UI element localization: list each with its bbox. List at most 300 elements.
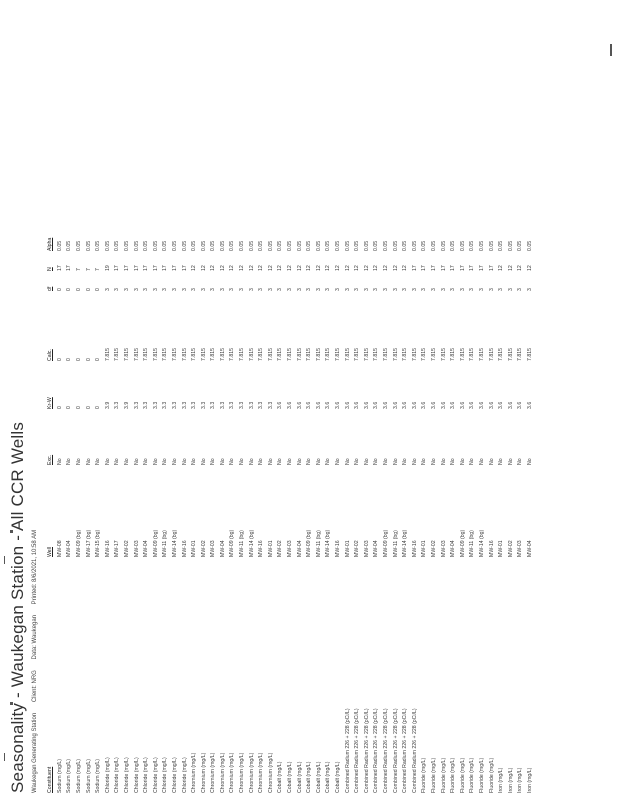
cell-df: 0 <box>75 288 82 291</box>
cell-exceeds: No <box>229 458 236 465</box>
cell-df: 3 <box>210 288 217 291</box>
cell-calc: 7.815 <box>478 348 485 361</box>
cell-calc: 7.815 <box>210 348 217 361</box>
cell-kruskal-wallis: 3.3 <box>219 401 226 409</box>
cell-exceeds: No <box>258 458 265 465</box>
cell-n: 19 <box>104 265 111 271</box>
cell-calc: 7.815 <box>344 348 351 361</box>
cell-df: 3 <box>287 288 294 291</box>
cell-constituent: Iron (mg/L) <box>526 767 533 793</box>
table-row <box>276 227 286 793</box>
cell-constituent: Chromium (mg/L) <box>267 752 274 793</box>
cell-well: MW-02 <box>123 540 130 557</box>
cell-df: 0 <box>56 288 63 291</box>
cell-df: 3 <box>325 288 332 291</box>
cell-constituent: Sodium (mg/L) <box>56 758 63 793</box>
cell-exceeds: No <box>210 458 217 465</box>
cell-df: 3 <box>488 288 495 291</box>
cell-df: 3 <box>373 288 380 291</box>
cell-kruskal-wallis: 3.6 <box>315 401 322 409</box>
cell-constituent: Chromium (mg/L) <box>229 752 236 793</box>
cell-exceeds: No <box>459 458 466 465</box>
table-row <box>478 227 488 793</box>
cell-df: 3 <box>450 288 457 291</box>
cell-constituent: Chromium (mg/L) <box>248 752 255 793</box>
cell-constituent: Sodium (mg/L) <box>85 758 92 793</box>
cell-kruskal-wallis: 3.6 <box>411 401 418 409</box>
cell-df: 3 <box>239 288 246 291</box>
cell-alpha: 0.05 <box>306 240 313 251</box>
cell-constituent: Chloride (mg/L) <box>171 757 178 793</box>
cell-n: 12 <box>373 265 380 271</box>
table-row <box>152 227 162 793</box>
cell-alpha: 0.05 <box>95 240 102 251</box>
cell-kruskal-wallis: 3.6 <box>526 401 533 409</box>
cell-alpha: 0.05 <box>114 240 121 251</box>
cell-kruskal-wallis: 3.3 <box>162 401 169 409</box>
cell-kruskal-wallis: 3.3 <box>152 401 159 409</box>
cell-calc: 7.815 <box>277 348 284 361</box>
cell-df: 3 <box>507 288 514 291</box>
cell-exceeds: No <box>152 458 159 465</box>
cell-well: MW-02 <box>200 540 207 557</box>
cell-n: 12 <box>363 265 370 271</box>
rotated-report <box>6 35 566 795</box>
cell-n: 17 <box>123 265 130 271</box>
cell-alpha: 0.05 <box>354 240 361 251</box>
cell-kruskal-wallis: 0 <box>85 406 92 409</box>
cell-calc: 7.815 <box>104 348 111 361</box>
table-row <box>247 227 257 793</box>
cell-well: MW-16 <box>411 540 418 557</box>
cell-alpha: 0.05 <box>411 240 418 251</box>
cell-df: 0 <box>85 288 92 291</box>
cell-df: 3 <box>296 288 303 291</box>
table-row <box>372 227 382 793</box>
cell-df: 3 <box>498 288 505 291</box>
cell-df: 3 <box>219 288 226 291</box>
cell-exceeds: No <box>306 458 313 465</box>
cell-alpha: 0.05 <box>325 240 332 251</box>
cell-constituent: Cobalt (mg/L) <box>277 761 284 793</box>
cell-n: 12 <box>526 265 533 271</box>
cell-n: 12 <box>315 265 322 271</box>
cell-alpha: 0.05 <box>335 240 341 251</box>
cell-n: 12 <box>258 265 265 271</box>
table-row <box>123 227 133 793</box>
table-header-row <box>46 227 56 793</box>
margin-mark <box>4 753 5 761</box>
cell-exceeds: No <box>373 458 380 465</box>
cell-kruskal-wallis: 3.3 <box>210 401 217 409</box>
table-row <box>94 227 104 793</box>
cell-n: 12 <box>517 265 524 271</box>
cell-alpha: 0.05 <box>450 240 457 251</box>
cell-n: 12 <box>498 265 505 271</box>
cell-alpha: 0.05 <box>488 240 495 251</box>
cell-df: 3 <box>248 288 255 291</box>
cell-exceeds: No <box>526 458 533 465</box>
cell-alpha: 0.05 <box>258 240 265 251</box>
cell-well: MW-01 <box>498 540 505 557</box>
cell-exceeds: No <box>267 458 274 465</box>
cell-alpha: 0.05 <box>229 240 236 251</box>
table-row <box>353 227 363 793</box>
header-df: df <box>47 286 54 291</box>
cell-calc: 0 <box>56 358 63 361</box>
cell-df: 3 <box>440 288 447 291</box>
cell-n: 17 <box>488 265 495 271</box>
cell-well: MW-11 (bg) <box>162 530 169 557</box>
cell-alpha: 0.05 <box>478 240 485 251</box>
cell-calc: 7.815 <box>507 348 514 361</box>
cell-well: MW-02 <box>430 540 437 557</box>
cell-well: MW-16 <box>488 540 495 557</box>
cell-exceeds: No <box>239 458 246 465</box>
margin-mark <box>4 556 5 564</box>
cell-calc: 7.815 <box>143 348 150 361</box>
cell-calc: 7.815 <box>267 348 274 361</box>
table-row <box>315 227 325 793</box>
cell-df: 3 <box>114 288 121 291</box>
cell-constituent: Combined Radium 226 + 228 (pCi/L) <box>411 708 418 793</box>
cell-kruskal-wallis: 3.6 <box>459 401 466 409</box>
cell-well: MW-04 <box>526 540 533 557</box>
cell-calc: 7.815 <box>248 348 255 361</box>
cell-calc: 7.815 <box>498 348 505 361</box>
cell-well: MW-11 (bg) <box>392 530 399 557</box>
cell-well: MW-09 (bg) <box>152 529 159 557</box>
cell-calc: 7.815 <box>354 348 361 361</box>
cell-well: MW-15 (bg) <box>95 529 102 557</box>
cell-df: 3 <box>335 288 341 291</box>
cell-constituent: Chloride (mg/L) <box>152 757 159 793</box>
cell-df: 3 <box>258 288 265 291</box>
cell-constituent: Cobalt (mg/L) <box>306 761 313 793</box>
cell-calc: 7.815 <box>469 348 476 361</box>
cell-exceeds: No <box>162 458 169 465</box>
cell-constituent: Combined Radium 226 + 228 (pCi/L) <box>402 708 409 793</box>
cell-n: 17 <box>411 265 418 271</box>
cell-kruskal-wallis: 3.9 <box>104 401 111 409</box>
cell-constituent: Chloride (mg/L) <box>104 757 111 793</box>
cell-n: 17 <box>56 265 63 271</box>
cell-df: 3 <box>306 288 313 291</box>
header-calc: Calc. <box>47 349 54 361</box>
cell-kruskal-wallis: 3.3 <box>248 401 255 409</box>
cell-kruskal-wallis: 3.6 <box>306 401 313 409</box>
cell-kruskal-wallis: 3.6 <box>382 401 389 409</box>
cell-constituent: Iron (mg/L) <box>517 767 524 793</box>
cell-alpha: 0.05 <box>277 240 284 251</box>
cell-kruskal-wallis: 3.6 <box>478 401 485 409</box>
subtitle-printed: Printed: 8/6/2021, 10:58 AM <box>32 529 38 605</box>
cell-calc: 7.815 <box>152 348 159 361</box>
cell-calc: 7.815 <box>258 348 265 361</box>
cell-calc: 7.815 <box>287 348 294 361</box>
table-row <box>209 227 219 793</box>
cell-df: 3 <box>430 288 437 291</box>
cell-n: 7 <box>75 268 82 271</box>
cell-alpha: 0.05 <box>210 240 217 251</box>
cell-alpha: 0.05 <box>459 240 466 251</box>
cell-alpha: 0.05 <box>267 240 274 251</box>
cell-constituent: Chloride (mg/L) <box>123 757 130 793</box>
cell-exceeds: No <box>517 458 524 465</box>
cell-df: 0 <box>95 288 102 291</box>
cell-exceeds: No <box>488 458 495 465</box>
cell-calc: 7.815 <box>171 348 178 361</box>
cell-alpha: 0.05 <box>373 240 380 251</box>
cell-well: MW-04 <box>450 540 457 557</box>
cell-exceeds: No <box>191 458 198 465</box>
cell-well: MW-02 <box>354 540 361 557</box>
cell-constituent: Chloride (mg/L) <box>181 757 188 793</box>
cell-constituent: Chromium (mg/L) <box>210 752 217 793</box>
report-subtitle <box>32 521 38 793</box>
cell-calc: 7.815 <box>402 348 409 361</box>
cell-calc: 7.815 <box>526 348 533 361</box>
cell-kruskal-wallis: 3.3 <box>171 401 178 409</box>
cell-alpha: 0.05 <box>469 240 476 251</box>
cell-n: 17 <box>133 265 140 271</box>
cell-n: 12 <box>306 265 313 271</box>
cell-exceeds: No <box>335 458 341 465</box>
table-row <box>324 227 334 793</box>
header-kruskal-wallis: Kr-W <box>47 397 54 409</box>
cell-exceeds: No <box>75 458 82 465</box>
cell-constituent: Fluoride (mg/L) <box>488 757 495 793</box>
cell-kruskal-wallis: 3.6 <box>488 401 495 409</box>
cell-exceeds: No <box>363 458 370 465</box>
cell-constituent: Cobalt (mg/L) <box>287 761 294 793</box>
cell-alpha: 0.05 <box>56 240 63 251</box>
cell-n: 12 <box>229 265 236 271</box>
table-row <box>142 227 152 793</box>
table-body <box>56 227 536 793</box>
table-row <box>257 227 267 793</box>
table-row <box>56 227 66 793</box>
cell-alpha: 0.05 <box>402 240 409 251</box>
cell-calc: 7.815 <box>239 348 246 361</box>
cell-alpha: 0.05 <box>248 240 255 251</box>
cell-kruskal-wallis: 3.6 <box>450 401 457 409</box>
cell-exceeds: No <box>440 458 447 465</box>
cell-constituent: Chromium (mg/L) <box>191 752 198 793</box>
cell-exceeds: No <box>181 458 188 465</box>
cell-alpha: 0.05 <box>200 240 207 251</box>
cell-constituent: Combined Radium 226 + 228 (pCi/L) <box>344 708 351 793</box>
cell-alpha: 0.05 <box>296 240 303 251</box>
cell-exceeds: No <box>411 458 418 465</box>
table-row <box>430 227 440 793</box>
cell-kruskal-wallis: 3.6 <box>296 401 303 409</box>
cell-exceeds: No <box>104 458 111 465</box>
cell-constituent: Cobalt (mg/L) <box>335 761 341 793</box>
cell-kruskal-wallis: 3.3 <box>133 401 140 409</box>
cell-alpha: 0.05 <box>440 240 447 251</box>
margin-mark <box>610 44 612 56</box>
table-row <box>219 227 229 793</box>
cell-constituent: Chloride (mg/L) <box>143 757 150 793</box>
cell-alpha: 0.05 <box>162 240 169 251</box>
cell-exceeds: No <box>344 458 351 465</box>
table-row <box>411 227 421 793</box>
cell-n: 12 <box>392 265 399 271</box>
cell-n: 12 <box>507 265 514 271</box>
cell-well: MW-03 <box>363 540 370 557</box>
cell-well: MW-01 <box>344 540 351 557</box>
cell-exceeds: No <box>85 458 92 465</box>
cell-calc: 7.815 <box>219 348 226 361</box>
cell-df: 3 <box>133 288 140 291</box>
table-row <box>363 227 373 793</box>
cell-df: 3 <box>344 288 351 291</box>
table-row <box>526 227 536 793</box>
cell-well: MW-03 <box>133 540 140 557</box>
cell-kruskal-wallis: 3.9 <box>123 401 130 409</box>
cell-constituent: Cobalt (mg/L) <box>325 761 332 793</box>
cell-n: 12 <box>296 265 303 271</box>
cell-alpha: 0.05 <box>344 240 351 251</box>
cell-calc: 7.815 <box>373 348 380 361</box>
subtitle-client: Client: NRG <box>32 670 38 703</box>
cell-well: MW-03 <box>287 540 294 557</box>
cell-calc: 7.815 <box>363 348 370 361</box>
table-row <box>161 227 171 793</box>
cell-calc: 7.815 <box>181 348 188 361</box>
cell-df: 3 <box>354 288 361 291</box>
cell-df: 3 <box>162 288 169 291</box>
cell-df: 3 <box>229 288 236 291</box>
header-alpha: Alpha <box>47 237 54 251</box>
cell-calc: 0 <box>66 358 73 361</box>
cell-well: MW-09 (bg) <box>382 529 389 557</box>
cell-n: 12 <box>267 265 274 271</box>
cell-well: MW-14 (bg) <box>478 529 485 557</box>
cell-well: MW-04 <box>219 540 226 557</box>
cell-well: MW-14 (bg) <box>402 529 409 557</box>
cell-alpha: 0.05 <box>430 240 437 251</box>
header-constituent: Constituent <box>47 766 54 793</box>
header-well: Well <box>47 547 54 557</box>
cell-exceeds: No <box>219 458 226 465</box>
cell-n: 12 <box>354 265 361 271</box>
cell-alpha: 0.05 <box>498 240 505 251</box>
cell-exceeds: No <box>95 458 102 465</box>
table-row <box>286 227 296 793</box>
cell-exceeds: No <box>56 458 63 465</box>
cell-n: 17 <box>66 265 73 271</box>
cell-n: 17 <box>171 265 178 271</box>
cell-n: 12 <box>402 265 409 271</box>
cell-df: 3 <box>171 288 178 291</box>
cell-df: 3 <box>392 288 399 291</box>
cell-calc: 7.815 <box>123 348 130 361</box>
cell-exceeds: No <box>133 458 140 465</box>
cell-calc: 0 <box>75 358 82 361</box>
cell-constituent: Cobalt (mg/L) <box>315 761 322 793</box>
cell-n: 12 <box>325 265 332 271</box>
cell-calc: 7.815 <box>325 348 332 361</box>
cell-kruskal-wallis: 3.3 <box>114 401 121 409</box>
cell-calc: 7.815 <box>229 348 236 361</box>
cell-df: 3 <box>123 288 130 291</box>
cell-calc: 7.815 <box>440 348 447 361</box>
cell-kruskal-wallis: 3.6 <box>440 401 447 409</box>
cell-exceeds: No <box>469 458 476 465</box>
cell-alpha: 0.05 <box>104 240 111 251</box>
cell-calc: 7.815 <box>421 348 428 361</box>
cell-constituent: Sodium (mg/L) <box>75 758 82 793</box>
cell-kruskal-wallis: 0 <box>56 406 63 409</box>
table-row <box>267 227 277 793</box>
cell-kruskal-wallis: 3.6 <box>354 401 361 409</box>
cell-df: 3 <box>402 288 409 291</box>
cell-kruskal-wallis: 3.3 <box>258 401 265 409</box>
cell-constituent: Combined Radium 226 + 228 (pCi/L) <box>373 708 380 793</box>
cell-df: 3 <box>363 288 370 291</box>
cell-n: 17 <box>152 265 159 271</box>
cell-df: 3 <box>421 288 428 291</box>
cell-calc: 7.815 <box>411 348 418 361</box>
cell-kruskal-wallis: 3.6 <box>402 401 409 409</box>
cell-calc: 7.815 <box>459 348 466 361</box>
cell-df: 3 <box>526 288 533 291</box>
cell-exceeds: No <box>123 458 130 465</box>
cell-df: 3 <box>478 288 485 291</box>
cell-alpha: 0.05 <box>152 240 159 251</box>
cell-exceeds: No <box>287 458 294 465</box>
cell-calc: 7.815 <box>392 348 399 361</box>
cell-calc: 7.815 <box>191 348 198 361</box>
table-row <box>507 227 517 793</box>
cell-constituent: Sodium (mg/L) <box>66 758 73 793</box>
cell-exceeds: No <box>296 458 303 465</box>
cell-n: 17 <box>469 265 476 271</box>
cell-exceeds: No <box>392 458 399 465</box>
table-row <box>75 227 85 793</box>
cell-calc: 7.815 <box>430 348 437 361</box>
cell-constituent: Chromium (mg/L) <box>219 752 226 793</box>
cell-alpha: 0.05 <box>133 240 140 251</box>
cell-kruskal-wallis: 3.6 <box>507 401 514 409</box>
table-row <box>113 227 123 793</box>
cell-calc: 7.815 <box>296 348 303 361</box>
table-row <box>459 227 469 793</box>
cell-kruskal-wallis: 0 <box>75 406 82 409</box>
cell-constituent: Iron (mg/L) <box>498 767 505 793</box>
table-row <box>343 227 353 793</box>
table-row <box>391 227 401 793</box>
cell-calc: 7.815 <box>517 348 524 361</box>
cell-exceeds: No <box>450 458 457 465</box>
cell-n: 12 <box>191 265 198 271</box>
cell-calc: 7.815 <box>315 348 322 361</box>
table-row <box>238 227 248 793</box>
table-row <box>334 227 344 793</box>
table-row <box>132 227 142 793</box>
table-row <box>104 227 114 793</box>
cell-exceeds: No <box>200 458 207 465</box>
cell-calc: 7.815 <box>306 348 313 361</box>
cell-n: 17 <box>430 265 437 271</box>
table-row <box>180 227 190 793</box>
cell-kruskal-wallis: 3.3 <box>191 401 198 409</box>
cell-n: 12 <box>239 265 246 271</box>
cell-df: 3 <box>143 288 150 291</box>
cell-n: 17 <box>450 265 457 271</box>
